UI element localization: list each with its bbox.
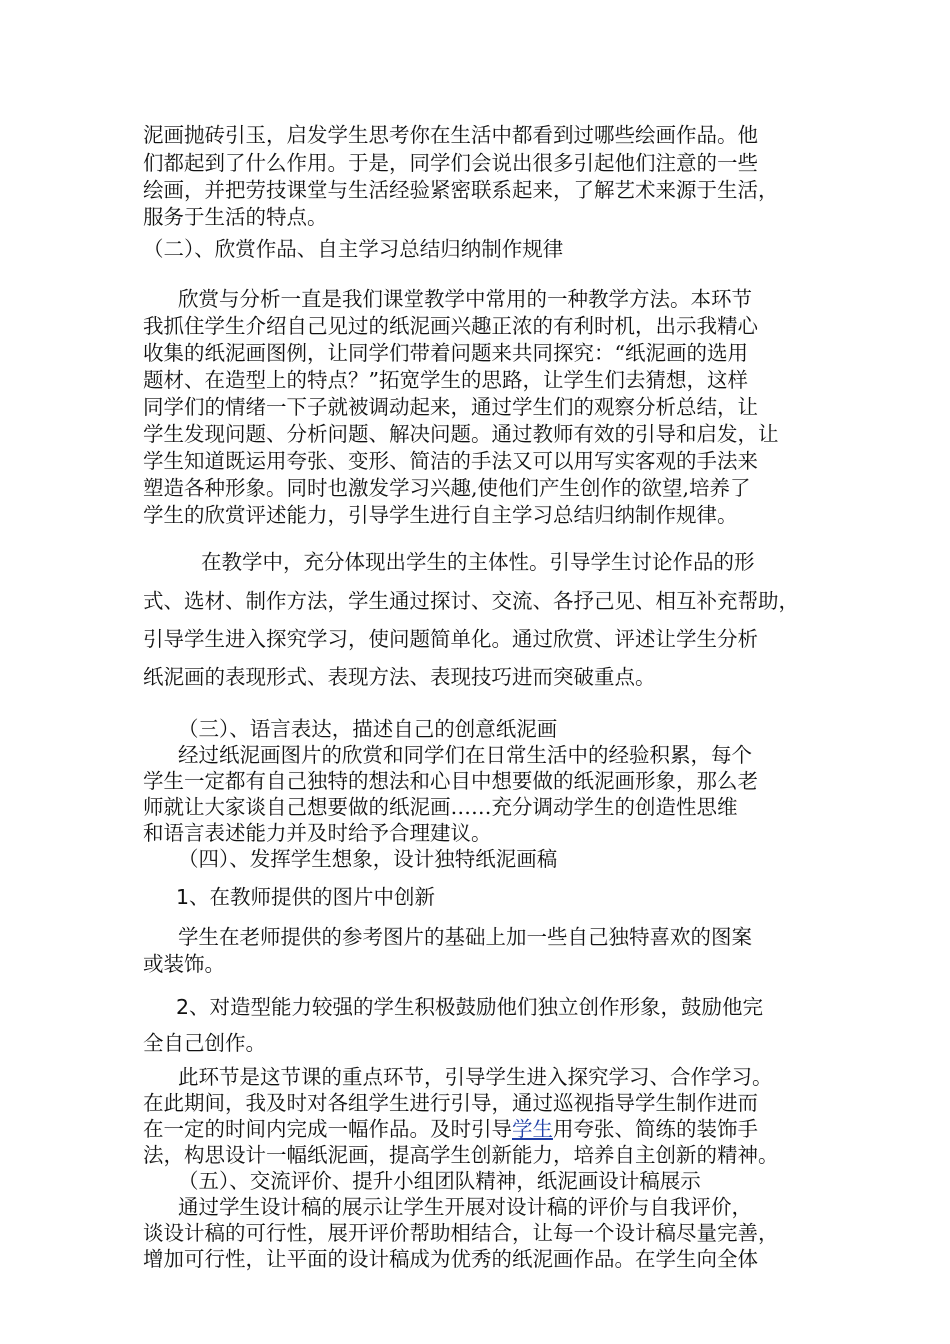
section-heading: （四）、发挥学生想象，设计独特纸泥画稿 xyxy=(178,847,558,871)
paragraph-first-line: 此环节是这节课的重点环节，引导学生进入探究学习、合作学习。 xyxy=(178,1065,773,1089)
student-link[interactable]: 学生 xyxy=(512,1117,553,1141)
paragraph-first-line: 经过纸泥画图片的欣赏和同学们在日常生活中的经验积累，每个 xyxy=(178,743,752,767)
section-heading: （三）、语言表达，描述自己的创意纸泥画 xyxy=(178,717,558,741)
text-line: 题材、在造型上的特点？”拓宽学生的思路，让学生们去猜想，这样 xyxy=(143,368,748,392)
text-line: 增加可行性，让平面的设计稿成为优秀的纸泥画作品。在学生向全体 xyxy=(143,1247,758,1271)
text-line: 学生发现问题、分析问题、解决问题。通过教师有效的引导和启发，让 xyxy=(143,422,779,446)
text-line: 塑造各种形象。同时也激发学习兴趣,使他们产生创作的欲望,培养了 xyxy=(143,476,751,500)
text-line: 谈设计稿的可行性，展开评价帮助相结合，让每一个设计稿尽量完善， xyxy=(143,1221,779,1245)
text-line: 师就让大家谈自己想要做的纸泥画……充分调动学生的创造性思维 xyxy=(143,795,738,819)
paragraph-first-line: 通过学生设计稿的展示让学生开展对设计稿的评价与自我评价， xyxy=(178,1195,752,1219)
text-line: 或装饰。 xyxy=(143,952,225,976)
text-line: 式、选材、制作方法，学生通过探讨、交流、各抒己见、相互补充帮助， xyxy=(143,589,799,613)
section-heading: （二）、欣赏作品、自主学习总结归纳制作规律 xyxy=(143,237,564,261)
text-line: 纸泥画的表现形式、表现方法、表现技巧进而突破重点。 xyxy=(143,665,656,689)
paragraph-first-line: 在教学中，充分体现出学生的主体性。引导学生讨论作品的形 xyxy=(201,550,755,574)
text-line: 在此期间，我及时对各组学生进行引导，通过巡视指导学生制作进而 xyxy=(143,1091,758,1115)
text-line: 服务于生活的特点。 xyxy=(143,205,328,229)
text-line: 泥画抛砖引玉，启发学生思考你在生活中都看到过哪些绘画作品。他 xyxy=(143,123,758,147)
text-line: 收集的纸泥画图例，让同学们带着问题来共同探究：“纸泥画的选用 xyxy=(143,341,748,365)
list-item-heading: 1、在教师提供的图片中创新 xyxy=(176,885,436,909)
text-line: 全自己创作。 xyxy=(143,1031,266,1055)
text-line: 学生知道既运用夸张、变形、简洁的手法又可以用写实客观的手法来 xyxy=(143,449,758,473)
text-line: 学生一定都有自己独特的想法和心目中想要做的纸泥画形象，那么老 xyxy=(143,769,758,793)
text-line: 同学们的情绪一下子就被调动起来，通过学生们的观察分析总结，让 xyxy=(143,395,758,419)
text-line: 学生的欣赏评述能力，引导学生进行自主学习总结归纳制作规律。 xyxy=(143,503,738,527)
text-segment: 用夸张、简练的装饰手 xyxy=(553,1117,758,1141)
text-line: 引导学生进入探究学习，使问题简单化。通过欣赏、评述让学生分析 xyxy=(143,627,758,651)
text-line xyxy=(143,1116,758,1142)
paragraph-first-line: 欣赏与分析一直是我们课堂教学中常用的一种教学方法。本环节 xyxy=(178,287,752,311)
text-line: 们都起到了什么作用。于是，同学们会说出很多引起他们注意的一些 xyxy=(143,151,758,175)
text-line: 法，构思设计一幅纸泥画，提高学生创新能力，培养自主创新的精神。 xyxy=(143,1143,779,1167)
list-item-heading: 2、对造型能力较强的学生积极鼓励他们独立创作形象，鼓励他完 xyxy=(176,995,764,1019)
text-line: 我抓住学生介绍自己见过的纸泥画兴趣正浓的有利时机，出示我精心 xyxy=(143,314,758,338)
paragraph-first-line: 学生在老师提供的参考图片的基础上加一些自己独特喜欢的图案 xyxy=(178,925,752,949)
text-line: 和语言表述能力并及时给予合理建议。 xyxy=(143,821,492,845)
text-line: 绘画，并把劳技课堂与生活经验紧密联系起来，了解艺术来源于生活， xyxy=(143,178,779,202)
text-segment: 在一定的时间内完成一幅作品。及时引导 xyxy=(143,1117,512,1141)
section-heading: （五）、交流评价、提升小组团队精神，纸泥画设计稿展示 xyxy=(178,1169,701,1193)
